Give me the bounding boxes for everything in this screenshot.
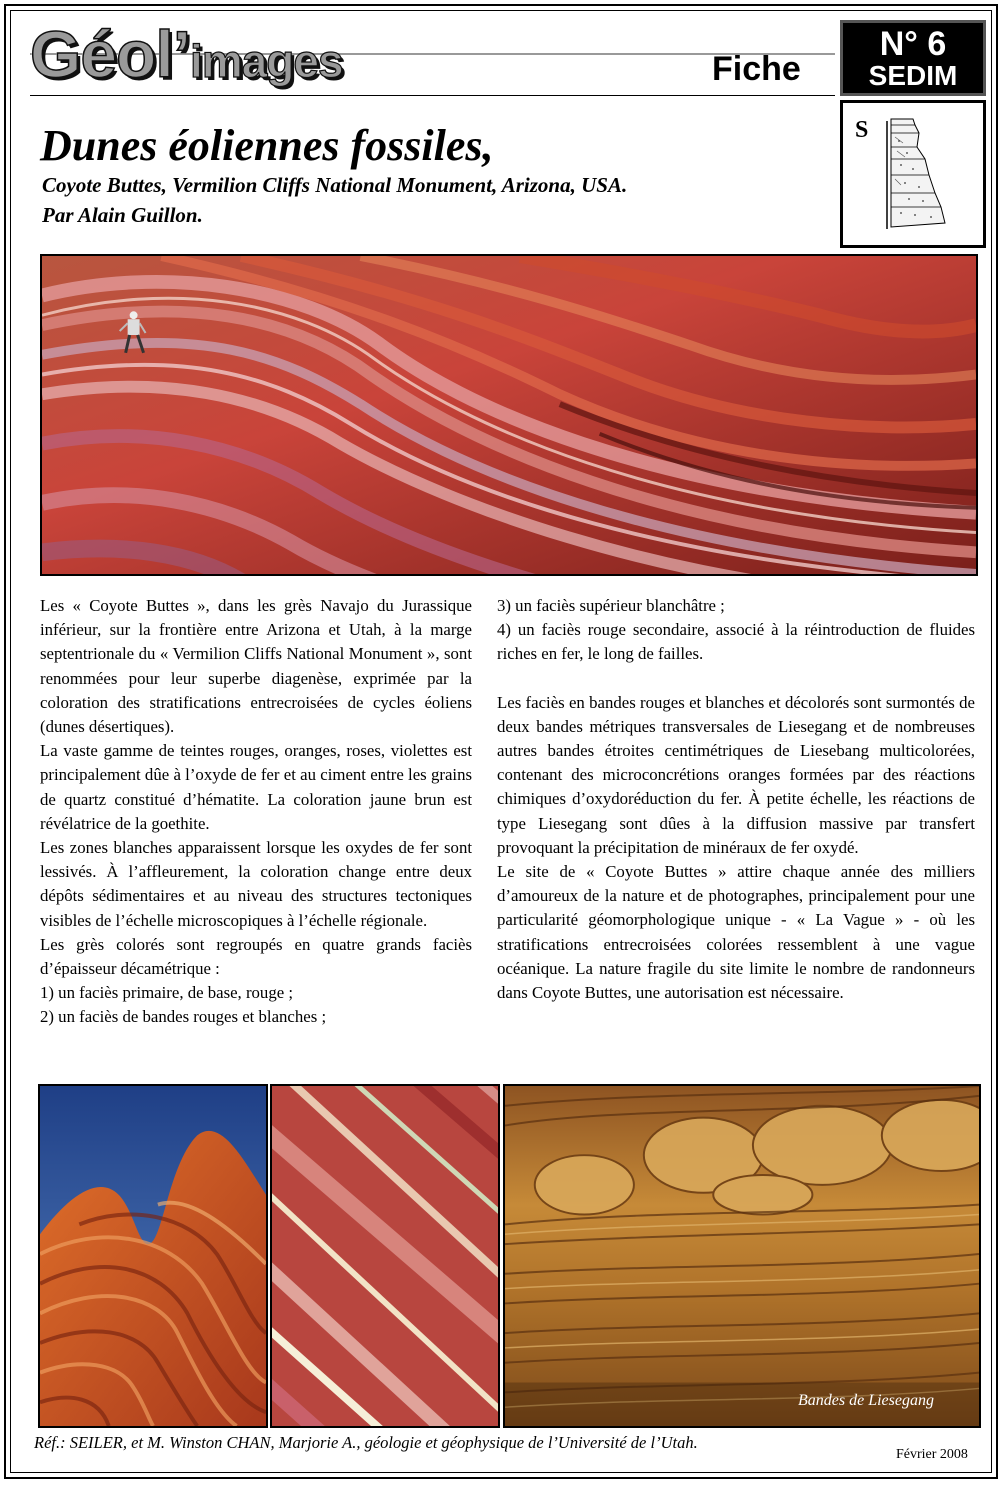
fiche-number: N° 6 [879, 25, 947, 63]
liesegang-bands-photo [505, 1086, 979, 1426]
series-letter: S [855, 117, 869, 143]
the-wave-photo [42, 256, 976, 574]
article-subtitle: Coyote Buttes, Vermilion Cliffs National Monument, Arizona, USA. [42, 173, 628, 197]
logo [30, 16, 343, 92]
list-item: 3) un faciès supérieur blanchâtre ; [497, 596, 725, 615]
text-column-right [497, 594, 975, 1005]
paragraph: Les « Coyote Buttes », dans les grès Navajo du Jurassique inférieur, sur la frontière entre Arizona et Utah, à la marge septentrionale du « Vermilion Cliffs National Monument », sont renommées pour leur superbe diagenèse, exprimée par la coloration des stratifications entrecroisées de cycles éoliens (dunes désertiques). [40, 596, 472, 737]
paragraph: La vaste gamme de teintes rouges, oranges, roses, violettes est principalement dûe à l’oxyde de fer et au ciment entre les grains de quartz constitué d’hématite. La coloration jaune brun est révélatrice de la goethite. [40, 741, 472, 833]
paragraph: Le site de « Coyote Buttes » attire chaque année des milliers d’amoureux de la nature et de photographes, principalement pour une particularité géomorphologique unique - « La Vague » - où les stratifications entrecroisées colorées ressemblent à une vague océanique. La nature fragile du site limite le nombre de randonneurs dans Coyote Buttes, une autorisation est nécessaire. [497, 862, 975, 1003]
article-author: Par Alain Guillon. [42, 203, 203, 227]
fiche-number-box [840, 20, 986, 96]
striped-sandstone-photo [272, 1086, 498, 1426]
photo-caption: Bandes de Liesegang [798, 1392, 934, 1409]
main-photo-the-wave [40, 254, 978, 576]
list-item: 1) un faciès primaire, de base, rouge ; [40, 983, 294, 1003]
logo-images: images [190, 35, 343, 87]
stratigraphic-column-icon [843, 103, 983, 245]
paragraph: Les zones blanches apparaissent lorsque les oxydes de fer sont lessivés. À l’affleurement, la coloration change entre deux dépôts sédimentaires et au niveau des structures tectoniques visibles de l’échelle microscopiques à l’échelle régionale. [40, 838, 472, 930]
list-item: 4) un faciès rouge secondaire, associé à la réintroduction de fluides riches en fer, le long de failles. [497, 620, 975, 664]
header-rule-bottom [30, 95, 835, 96]
publication-date: Février 2008 [896, 1447, 968, 1462]
article-title: Dunes éoliennes fossiles, [40, 121, 494, 170]
list-item: 2) un faciès de bandes rouges et blanches ; [40, 1007, 327, 1027]
reference: Réf.: SEILER, et M. Winston CHAN, Marjorie A., géologie et géophysique de l’Université de l’Utah. [34, 1433, 698, 1452]
text-column-left [40, 594, 472, 1030]
photo-striped-sandstone [270, 1084, 500, 1428]
series-thumbnail [840, 100, 986, 248]
paragraph: Les faciès en bandes rouges et blanches et décolorés sont surmontés de deux bandes métriques transversales de Liesegang et de nombreuses autres bandes étroites centimétriques de Liesebang multicolorées, contenant des microconcrétions oranges formées par des réactions chimiques d’oxydoréduction du fer. À petite échelle, les réactions de type Liesegang sont dûes à la diffusion massive par transfert provoquant la précipitation de minéraux de fer oxydé. [497, 692, 975, 857]
fiche-label: Fiche [712, 50, 801, 88]
photo-liesegang-bands [503, 1084, 981, 1428]
wave-landscape-photo [40, 1086, 266, 1426]
fiche-series: SEDIM [868, 60, 958, 91]
paragraph: Les grès colorés sont regroupés en quatre grands faciès d’épaisseur décamétrique : [40, 934, 472, 979]
photo-wave-landscape [38, 1084, 268, 1428]
logo-geol: Géol’ [30, 17, 191, 91]
